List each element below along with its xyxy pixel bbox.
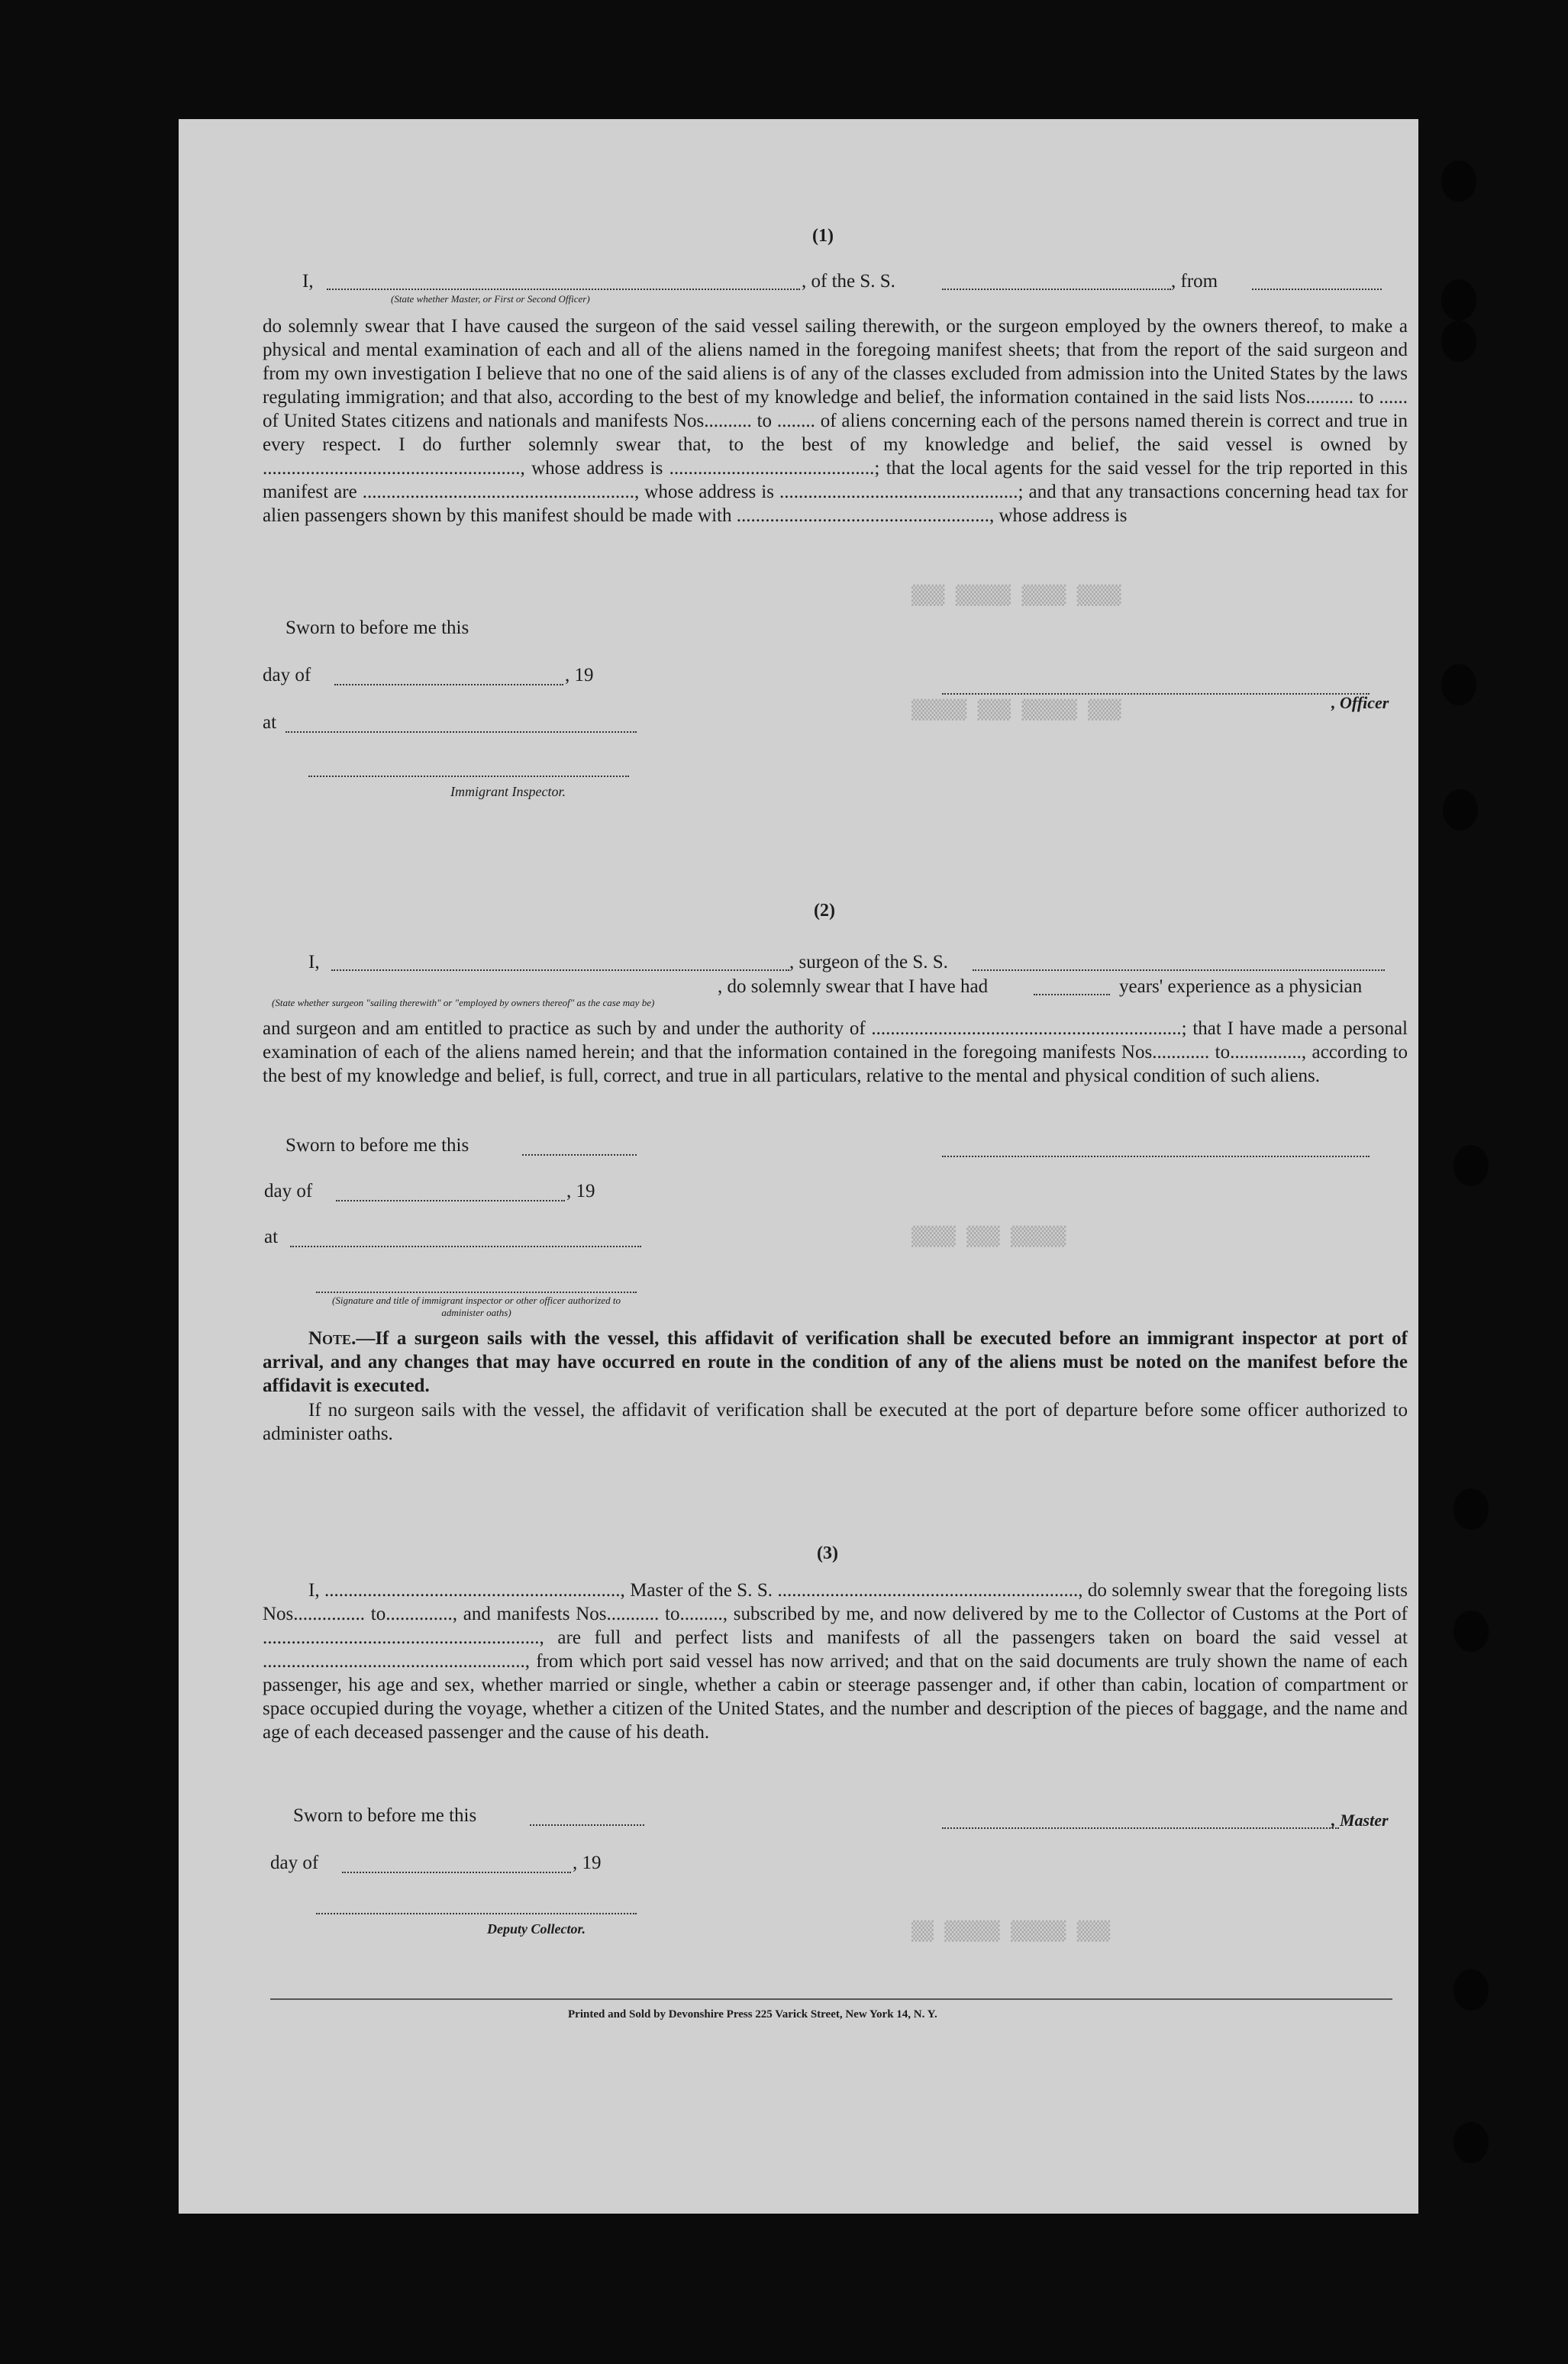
bleed-through: ▒▒▒ ▒▒▒▒▒ ▒▒▒ ▒▒▒▒▒: [911, 699, 1121, 721]
section2-i-label: I,: [308, 952, 320, 972]
day-of-label-3: day of: [270, 1853, 319, 1873]
officer-signature-line: [942, 693, 1370, 695]
inspector-signature-line: [308, 776, 629, 777]
vessel-name-line: [942, 289, 1171, 290]
at-line-2: [290, 1246, 641, 1247]
surgeon-vessel-line: [973, 969, 1385, 971]
punch-hole: [1453, 1969, 1489, 2011]
sworn-line-3: [530, 1824, 644, 1826]
from-label: , from: [1171, 271, 1218, 292]
bleed-through: ▒▒▒ ▒▒▒▒▒ ▒▒▒▒▒ ▒▒: [911, 1921, 1111, 1942]
section2-number: (2): [814, 901, 835, 921]
years-label: years' experience as a physician: [1119, 976, 1363, 997]
day-of-line-1: [334, 684, 563, 685]
surgeon-name-line: [331, 969, 789, 971]
surgeon-note: (State whether surgeon "sailing therewith" or "employed by owners thereof" as the case may be): [272, 997, 655, 1008]
at-label-1: at: [263, 712, 277, 733]
of-ss-label: , of the S. S.: [802, 271, 895, 292]
section1-paragraph: do solemnly swear that I have caused the surgeon of the said vessel sailing therewith, or the surgeon employed by the owners thereof, to make a physical and mental examination of each and all of the aliens named in the foregoing manifest sheets; that from the report of the said surgeon and from my own investigation I believe that no one of the said aliens is of any of the classes excluded from admission into the United States by the laws regulating immigration; and that also, according to the best of my knowledge and belief, the information contained in the said lists Nos.......... to ...... of United States citizens and nationals and manifests Nos.......... to ........ of aliens concerning each of the persons named therein is correct and true in every respect. I do further solemnly swear that, to the best of my knowledge and belief, the said vessel is owned by ......................................................, whose address is ...........................................; that the local agents for the said vessel for the trip reported in this manifest are ........................................................., whose address is ..................................................; and that any transactions concerning head tax for alien passengers shown by this manifest should be made with ....................................................., whose address is: [263, 316, 1408, 526]
bleed-through: ▒▒▒▒▒ ▒▒▒ ▒▒▒▒: [911, 1226, 1066, 1247]
surgeon-of-label: , surgeon of the S. S.: [789, 952, 948, 972]
manifest-page: [179, 119, 1418, 2214]
year-label-1: , 19: [565, 665, 594, 685]
note-label: Note.: [308, 1328, 357, 1349]
bleed-through: ▒▒▒▒ ▒▒▒▒ ▒▒▒▒▒ ▒▒▒: [911, 585, 1121, 606]
punch-hole: [1441, 321, 1476, 362]
officer-note: (State whether Master, or First or Second Officer): [391, 293, 590, 305]
sworn-label-3: Sworn to before me this: [293, 1805, 477, 1826]
day-of-label-2: day of: [264, 1181, 313, 1201]
punch-hole: [1441, 160, 1476, 202]
signature-line-2: [316, 1292, 637, 1293]
printer-footer: Printed and Sold by Devonshire Press 225 Varick Street, New York 14, N. Y.: [568, 2008, 937, 2021]
section1-number: (1): [812, 226, 834, 246]
signature-note: (Signature and title of immigrant inspector or other officer authorized to administer oaths): [332, 1295, 621, 1318]
punch-hole: [1441, 664, 1476, 705]
master-signature-line: [942, 1827, 1339, 1829]
officer-label: , Officer: [1331, 693, 1389, 712]
punch-hole: [1453, 2122, 1489, 2163]
section1-i-label: I,: [302, 271, 314, 292]
punch-hole: [1453, 1145, 1489, 1186]
year-label-2: , 19: [566, 1181, 595, 1201]
day-of-line-2: [336, 1200, 565, 1201]
master-label: , Master: [1331, 1811, 1389, 1830]
sworn-line-2: [522, 1154, 637, 1156]
from-port-line: [1252, 289, 1382, 290]
day-of-label-1: day of: [263, 665, 311, 685]
punch-hole: [1441, 279, 1476, 321]
swear-label: , do solemnly swear that I have had: [718, 976, 989, 997]
section3-paragraph: I, .............................................................., Master of the S. S. ..............................................................., do solemnly swear that the foregoing lists Nos............... to.............., and manifests Nos........... to........., subscribed by me, and now delivered by me to the Collector of Customs at the Port of .........................................................., are full and perfect lists and manifests of all the passengers taken on board the said vessel at ......................................................., from which port said vessel has now arrived; and that on the said documents are truly shown the name of each passenger, his age and sex, whether married or single, whether a cabin or steerage passenger and, if other than cabin, location of compartment or space occupied during the voyage, whether a citizen of the United States, and the number and description of the pieces of baggage, and the name and age of each deceased passenger and the cause of his death.: [263, 1580, 1408, 1743]
punch-hole: [1453, 1488, 1489, 1530]
collector-signature-line: [316, 1913, 637, 1914]
surgeon-signature-line: [942, 1156, 1370, 1157]
at-line-1: [286, 731, 637, 733]
note-paragraph-2: If no surgeon sails with the vessel, the affidavit of verification shall be executed at the port of departure before some officer authorized to administer oaths.: [263, 1400, 1408, 1444]
years-line: [1034, 994, 1110, 995]
year-label-3: , 19: [573, 1853, 602, 1873]
officer-name-line: [327, 289, 800, 290]
day-of-line-3: [342, 1872, 571, 1873]
section2-paragraph: and surgeon and am entitled to practice as such by and under the authority of .................................................................; that I have made a personal examination of each of the aliens named herein; and that the information contained in the foregoing manifests Nos............ to..............., according to the best of my knowledge and belief, is full, correct, and true in all particulars, relative to the mental and physical condition of such aliens.: [263, 1018, 1408, 1086]
note-text: —If a surgeon sails with the vessel, this affidavit of verification shall be executed before an immigrant inspector at port of arrival, and any changes that may have occurred en route in the condition of any of the aliens must be noted on the manifest before the affidavit is executed.: [263, 1328, 1408, 1396]
section3-number: (3): [817, 1543, 838, 1563]
note-paragraph: [263, 1327, 1408, 1398]
punch-hole: [1443, 789, 1478, 830]
collector-label: Deputy Collector.: [487, 1921, 586, 1937]
at-label-2: at: [264, 1227, 279, 1247]
inspector-label: Immigrant Inspector.: [450, 784, 566, 799]
footer-rule: [270, 1998, 1392, 2000]
sworn-label-2: Sworn to before me this: [286, 1135, 469, 1156]
punch-hole: [1453, 1611, 1489, 1652]
sworn-label-1: Sworn to before me this: [286, 618, 469, 638]
